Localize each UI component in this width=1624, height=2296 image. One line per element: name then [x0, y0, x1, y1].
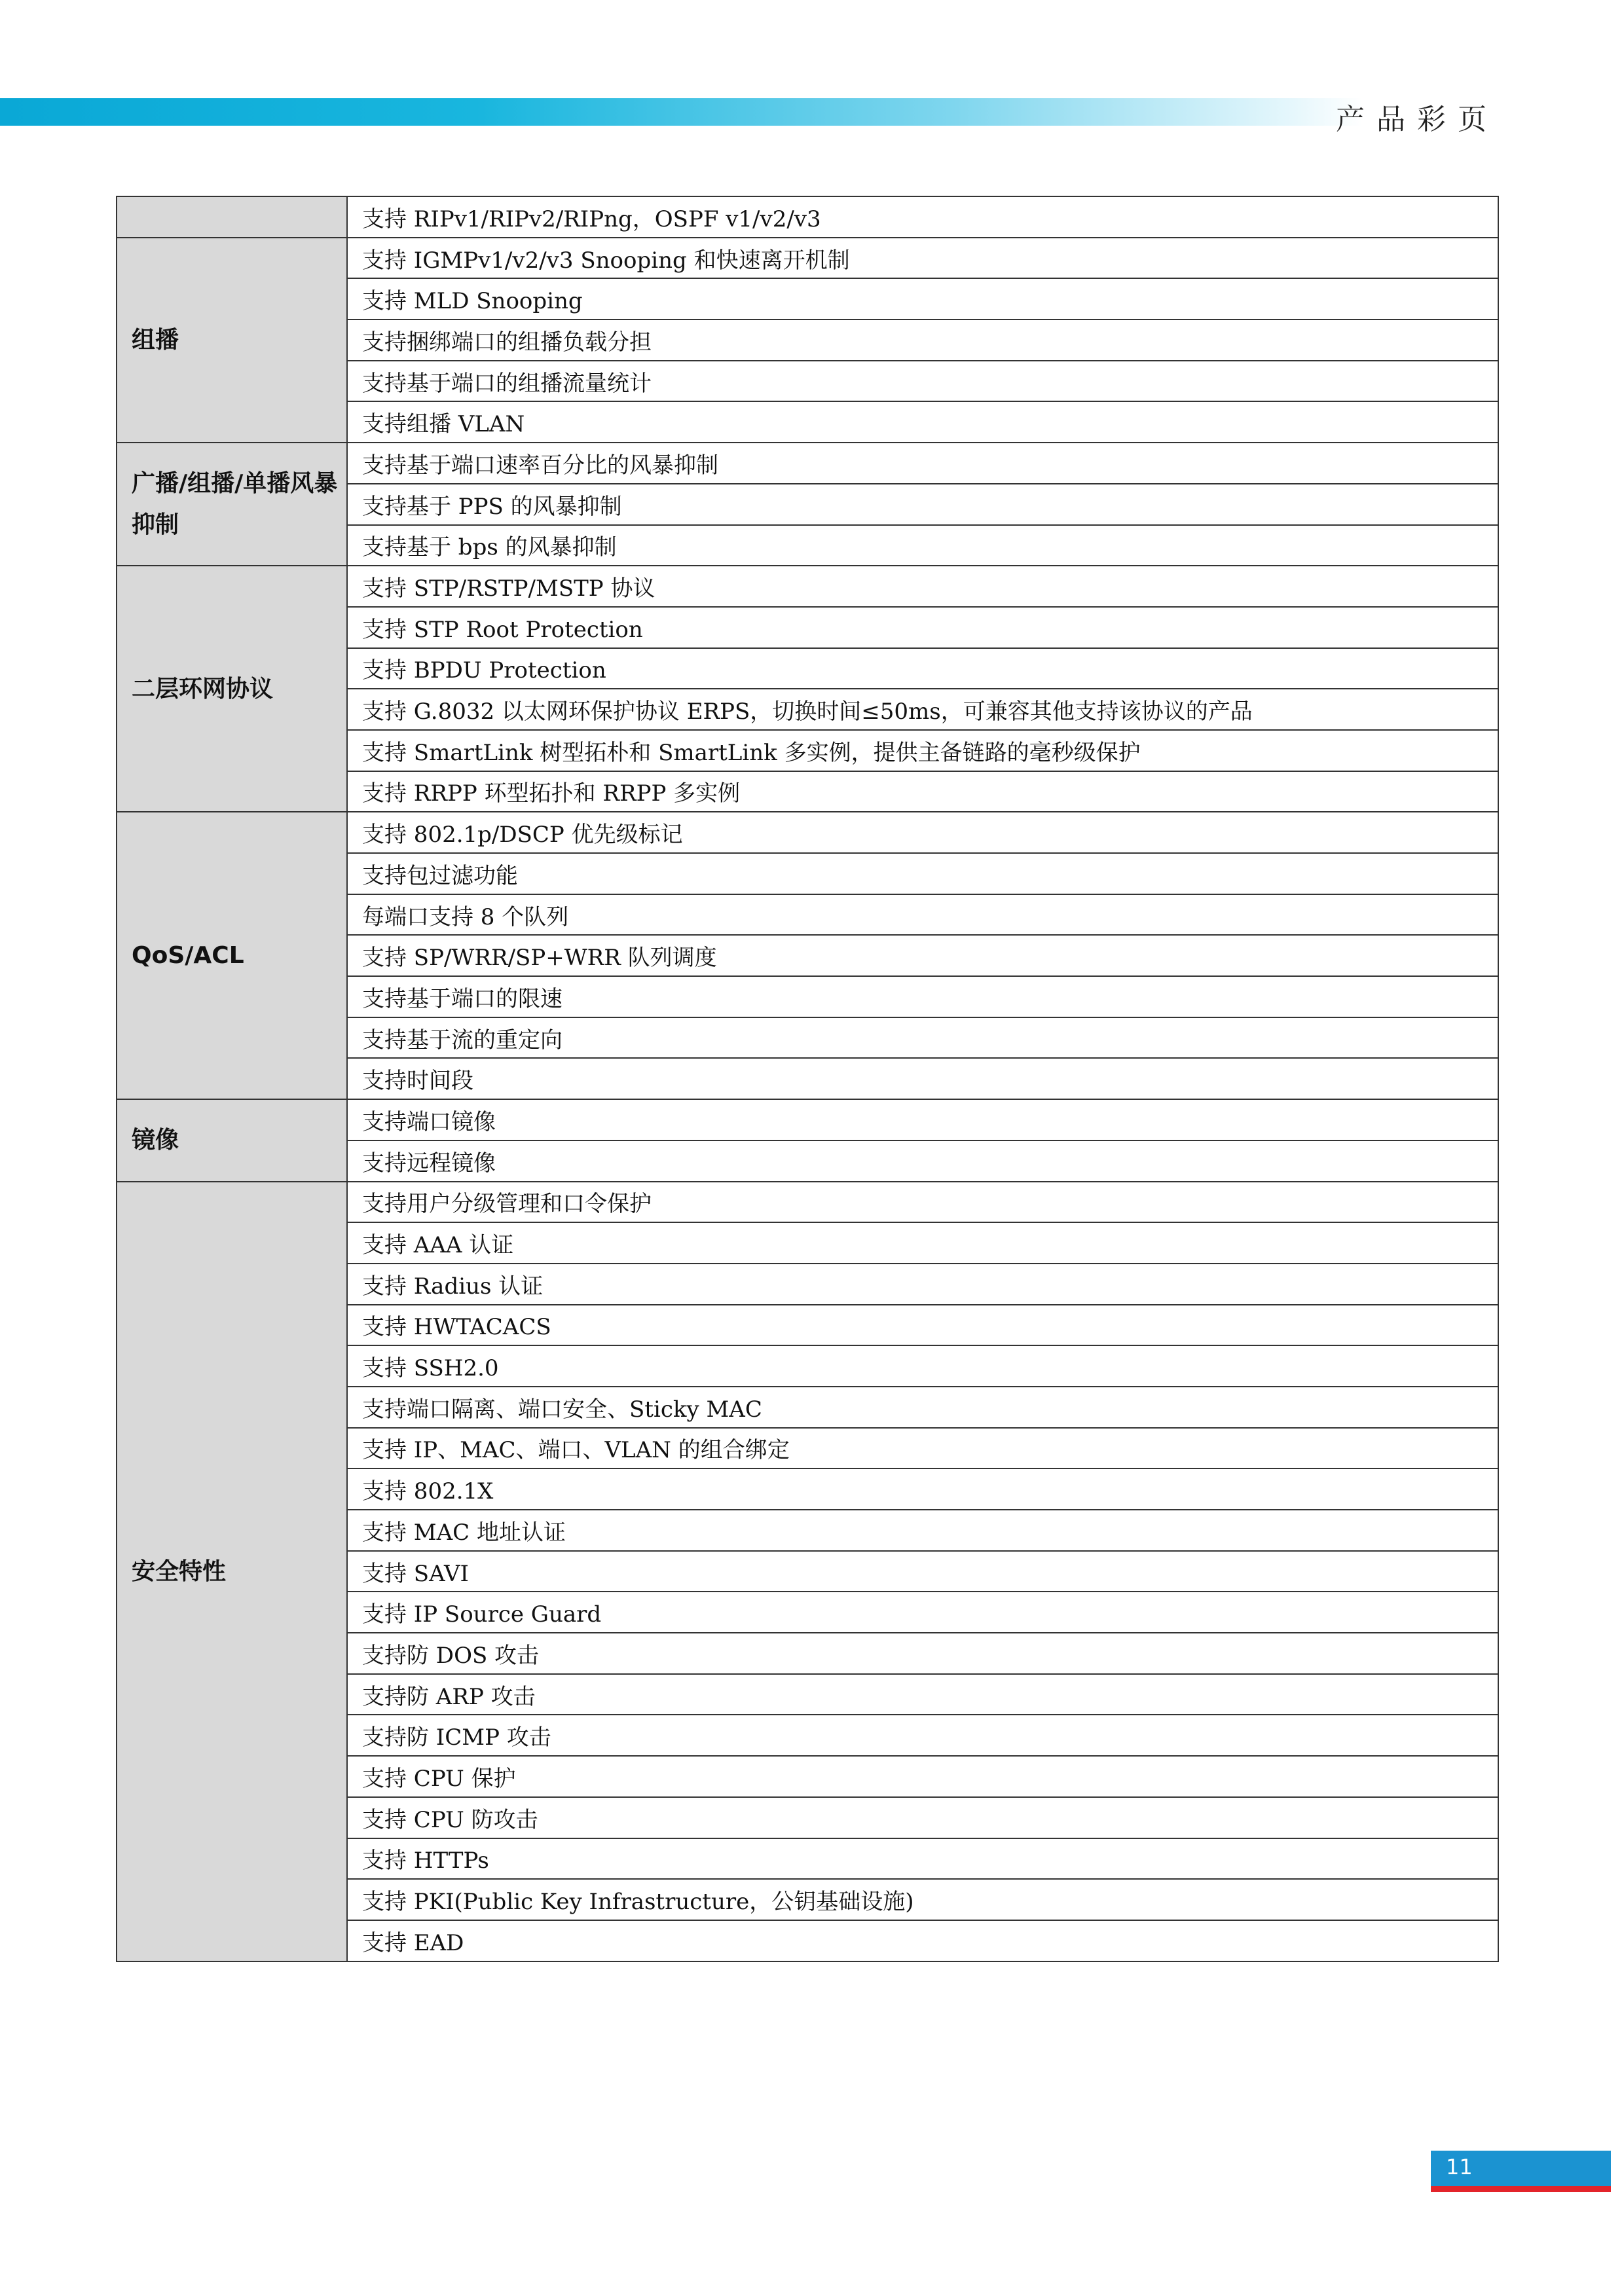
feature-cell: 支持 RIPv1/RIPv2/RIPng，OSPF v1/v2/v3: [347, 196, 1498, 238]
feature-cell: 支持 MLD Snooping: [347, 278, 1498, 319]
feature-cell: 支持捆绑端口的组播负载分担: [347, 319, 1498, 361]
feature-cell: 支持 SmartLink 树型拓朴和 SmartLink 多实例，提供主备链路的毫秒级保护: [347, 730, 1498, 771]
category-cell: 二层环网协议: [117, 566, 347, 812]
feature-cell: 支持 PKI(Public Key Infrastructure，公钥基础设施): [347, 1879, 1498, 1920]
feature-cell: 支持 STP/RSTP/MSTP 协议: [347, 566, 1498, 607]
table-row: [117, 443, 1498, 484]
feature-cell: 支持时间段: [347, 1058, 1498, 1099]
feature-cell: 支持 802.1X: [347, 1468, 1498, 1510]
feature-cell: 支持 STP Root Protection: [347, 607, 1498, 648]
spec-table: [116, 196, 1499, 1962]
feature-cell: 支持 CPU 防攻击: [347, 1797, 1498, 1838]
feature-cell: 支持 CPU 保护: [347, 1756, 1498, 1797]
table-row: [117, 238, 1498, 279]
table-row: [117, 1182, 1498, 1223]
table-row: [117, 566, 1498, 607]
feature-cell: 每端口支持 8 个队列: [347, 894, 1498, 936]
feature-cell: 支持 HWTACACS: [347, 1305, 1498, 1346]
category-cell: 镜像: [117, 1099, 347, 1181]
feature-cell: 支持防 ICMP 攻击: [347, 1715, 1498, 1756]
page-number: 11: [1446, 2155, 1473, 2179]
feature-cell: 支持基于端口的限速: [347, 976, 1498, 1017]
feature-cell: 支持 IP、MAC、端口、VLAN 的组合绑定: [347, 1428, 1498, 1469]
feature-cell: 支持防 ARP 攻击: [347, 1674, 1498, 1715]
feature-cell: 支持基于端口速率百分比的风暴抑制: [347, 443, 1498, 484]
feature-cell: 支持 SP/WRR/SP+WRR 队列调度: [347, 935, 1498, 976]
table-row: [117, 1099, 1498, 1140]
feature-cell: 支持基于 bps 的风暴抑制: [347, 525, 1498, 566]
table-row: [117, 812, 1498, 853]
category-cell: QoS/ACL: [117, 812, 347, 1099]
feature-cell: 支持 SAVI: [347, 1551, 1498, 1592]
feature-cell: 支持端口隔离、端口安全、Sticky MAC: [347, 1387, 1498, 1428]
feature-cell: 支持 IGMPv1/v2/v3 Snooping 和快速离开机制: [347, 238, 1498, 279]
category-cell: 广播/组播/单播风暴抑制: [117, 443, 347, 566]
feature-cell: 支持 RRPP 环型拓扑和 RRPP 多实例: [347, 771, 1498, 812]
feature-cell: 支持远程镜像: [347, 1140, 1498, 1182]
category-cell: 安全特性: [117, 1182, 347, 1961]
feature-cell: 支持 IP Source Guard: [347, 1592, 1498, 1633]
header-gradient-bar: [0, 98, 1362, 126]
category-cell: [117, 196, 347, 238]
table-row: [117, 196, 1498, 238]
feature-cell: 支持用户分级管理和口令保护: [347, 1182, 1498, 1223]
page-number-tab-accent: [1431, 2186, 1611, 2192]
feature-cell: 支持 802.1p/DSCP 优先级标记: [347, 812, 1498, 853]
feature-cell: 支持 HTTPs: [347, 1838, 1498, 1880]
spec-table-body: [117, 196, 1498, 1961]
feature-cell: 支持 SSH2.0: [347, 1345, 1498, 1387]
feature-cell: 支持组播 VLAN: [347, 401, 1498, 443]
feature-cell: 支持 BPDU Protection: [347, 648, 1498, 689]
page-header-title: 产品彩页: [1336, 103, 1498, 136]
feature-cell: 支持 Radius 认证: [347, 1264, 1498, 1305]
feature-cell: 支持基于 PPS 的风暴抑制: [347, 484, 1498, 525]
feature-cell: 支持 MAC 地址认证: [347, 1510, 1498, 1551]
feature-cell: 支持包过滤功能: [347, 853, 1498, 894]
feature-cell: 支持基于流的重定向: [347, 1017, 1498, 1059]
feature-cell: 支持 AAA 认证: [347, 1222, 1498, 1264]
feature-cell: 支持端口镜像: [347, 1099, 1498, 1140]
feature-cell: 支持基于端口的组播流量统计: [347, 361, 1498, 402]
feature-cell: 支持防 DOS 攻击: [347, 1633, 1498, 1674]
category-cell: 组播: [117, 238, 347, 443]
feature-cell: 支持 EAD: [347, 1920, 1498, 1961]
feature-cell: 支持 G.8032 以太网环保护协议 ERPS，切换时间≤50ms，可兼容其他支持该协议的产品: [347, 689, 1498, 730]
